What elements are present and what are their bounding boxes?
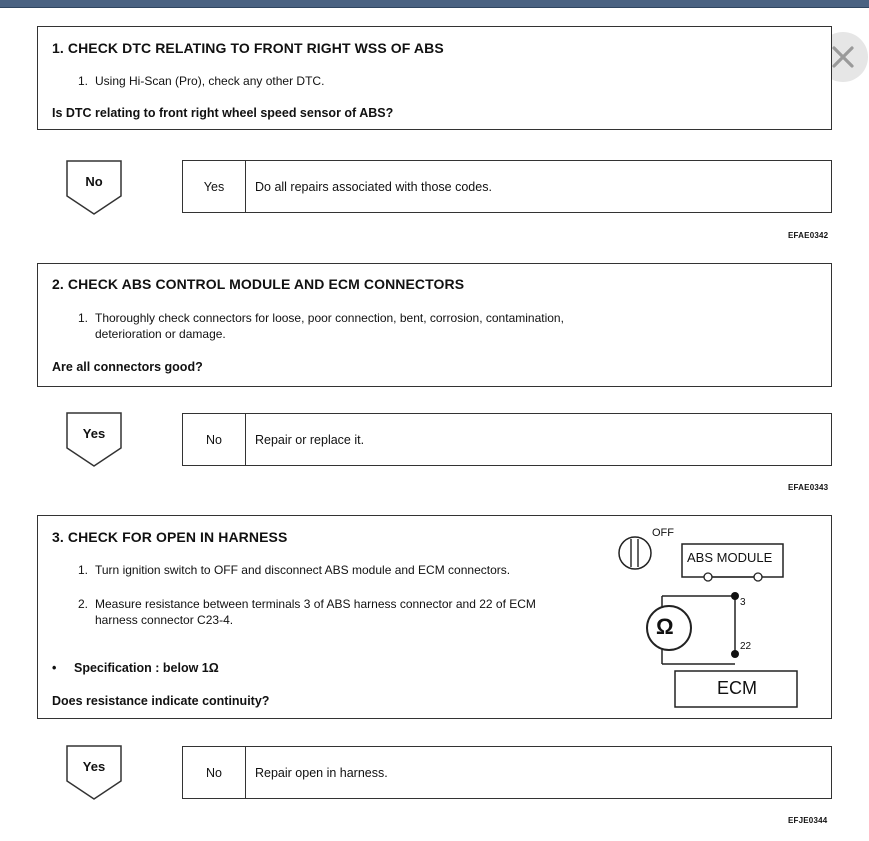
item-number: 2. xyxy=(78,597,89,611)
ohm-symbol: Ω xyxy=(656,614,674,639)
terminal-22-label: 22 xyxy=(740,641,752,652)
step-1-proceed-arrow xyxy=(66,160,122,216)
wiring-diagram xyxy=(612,524,822,714)
terminal-3-point xyxy=(731,592,739,600)
item-text: Using Hi-Scan (Pro), check any other DTC. xyxy=(95,74,325,88)
figure-code-1: EFAE0342 xyxy=(788,231,829,240)
step-2-alt-answer: No xyxy=(183,414,246,465)
step-3-proceed-arrow xyxy=(66,745,122,801)
specification-text: Specification : below 1Ω xyxy=(74,661,219,675)
step-2-proceed-label: Yes xyxy=(82,426,106,441)
bullet-icon: • xyxy=(52,661,57,675)
step-2-proceed-arrow xyxy=(66,412,122,468)
step-3-alt-action: Repair open in harness. xyxy=(255,765,388,780)
step-1-alt-action: Do all repairs associated with those codes. xyxy=(255,179,492,194)
terminal-3-label: 3 xyxy=(740,597,746,608)
step-3-proceed-label: Yes xyxy=(82,759,106,774)
step-2-item-1 xyxy=(78,310,565,342)
close-icon xyxy=(831,45,855,69)
abs-module-label: ABS MODULE xyxy=(687,550,773,565)
step-1-alt-answer: Yes xyxy=(183,161,246,212)
step-3-alt-result xyxy=(182,746,832,799)
step-3-question: Does resistance indicate continuity? xyxy=(52,694,270,708)
item-number: 1. xyxy=(78,311,89,325)
step-1-box xyxy=(37,26,832,130)
window-top-bar xyxy=(0,0,869,8)
step-2-alt-result xyxy=(182,413,832,466)
step-1-title: 1. CHECK DTC RELATING TO FRONT RIGHT WSS OF ABS xyxy=(52,40,444,56)
step-3-alt-answer: No xyxy=(183,747,246,798)
step-3-title: 3. CHECK FOR OPEN IN HARNESS xyxy=(52,529,288,545)
step-3-specification xyxy=(52,661,219,675)
step-1-question: Is DTC relating to front right wheel speed sensor of ABS? xyxy=(52,106,394,120)
figure-code-2: EFAE0343 xyxy=(788,483,829,492)
item-number: 1. xyxy=(78,563,89,577)
step-3-item-2 xyxy=(78,596,555,628)
step-1-proceed-label: No xyxy=(85,174,103,189)
item-text: Thoroughly check connectors for loose, poor connection, bent, corrosion, contamination, deterioration or damage. xyxy=(95,311,564,341)
step-2-box xyxy=(37,263,832,387)
item-text: Turn ignition switch to OFF and disconnect ABS module and ECM connectors. xyxy=(95,563,511,577)
terminal-22-point xyxy=(731,650,739,658)
item-number: 1. xyxy=(78,74,89,88)
figure-code-3: EFJE0344 xyxy=(788,816,828,825)
switch-off-label: OFF xyxy=(652,527,674,539)
ignition-switch-icon xyxy=(619,537,651,569)
step-2-title: 2. CHECK ABS CONTROL MODULE AND ECM CONNECTORS xyxy=(52,276,465,292)
step-1-alt-result xyxy=(182,160,832,213)
ecm-label: ECM xyxy=(717,678,757,698)
item-text: Measure resistance between terminals 3 of ABS harness connector and 22 of ECM harness connector C23-4. xyxy=(95,597,536,627)
step-2-question: Are all connectors good? xyxy=(52,360,203,374)
step-3-item-1 xyxy=(78,562,515,578)
step-1-item-1 xyxy=(78,73,565,89)
step-2-alt-action: Repair or replace it. xyxy=(255,432,365,447)
